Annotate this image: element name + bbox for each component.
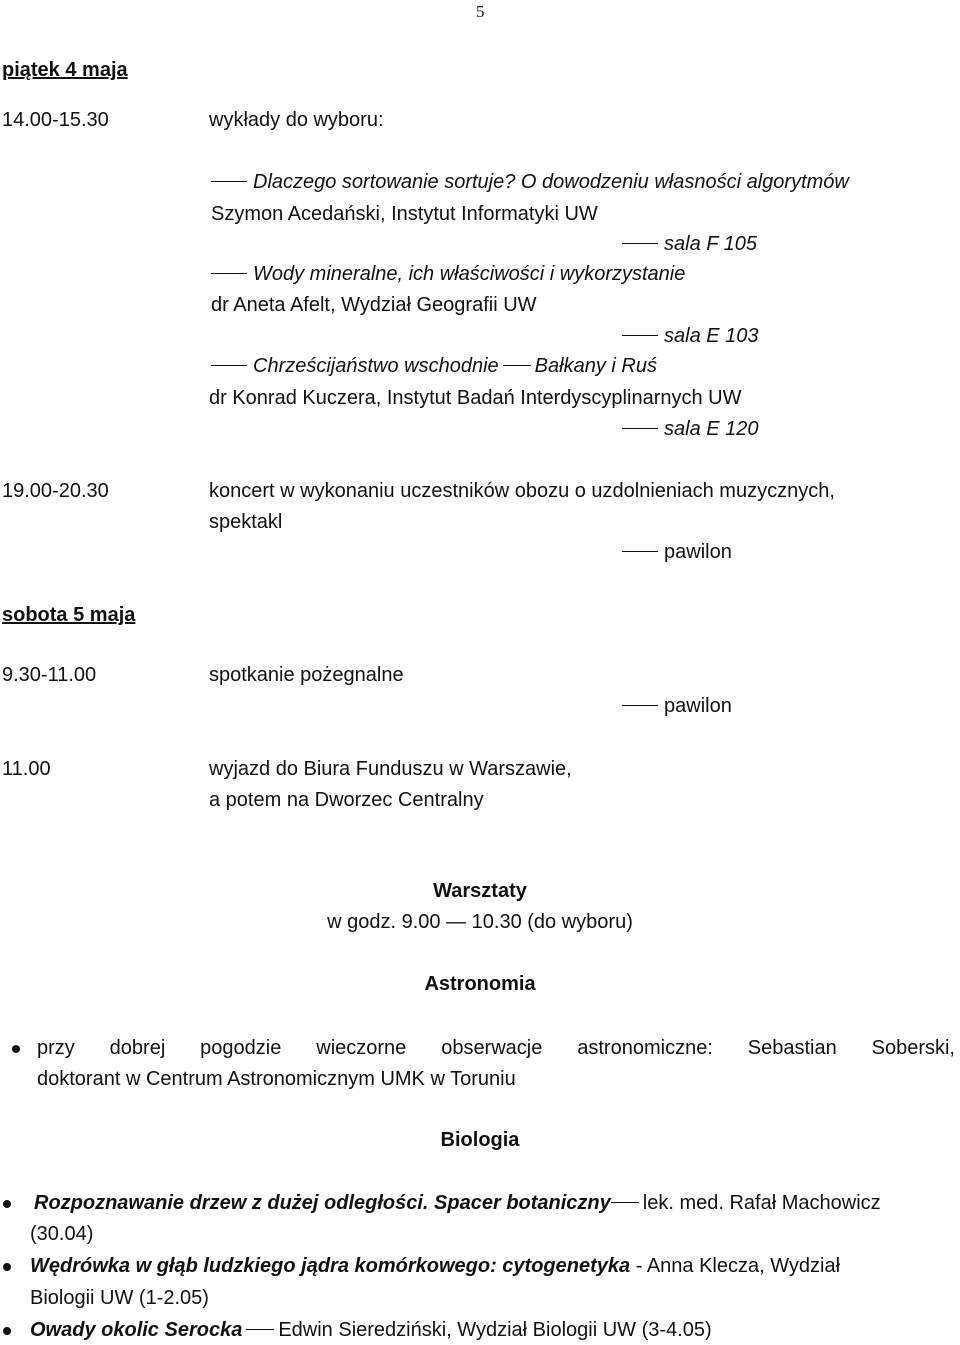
em-dash [622, 705, 658, 706]
biology-item-1-line-2: (30.04) [30, 1223, 94, 1245]
em-dash [246, 1329, 274, 1330]
lecture-1-speaker: Szymon Acedański, Instytut Informatyki UW [211, 203, 598, 225]
lecture-2-speaker: dr Aneta Afelt, Wydział Geografii UW [211, 294, 537, 316]
em-dash [622, 243, 658, 244]
concert-time: 19.00-20.30 [2, 480, 109, 502]
astronomy-item-line-1: przy dobrej pogodzie wieczorne obserwacje astronomiczne: Sebastian Soberski, [37, 1037, 955, 1059]
day-heading-friday: piątek 4 maja [2, 59, 128, 81]
day-heading-saturday: sobota 5 maja [2, 604, 136, 626]
em-dash [622, 335, 658, 336]
concert-line-1: koncert w wykonaniu uczestników obozu o uzdolnieniach muzycznych, [209, 480, 835, 502]
lecture-3-title: Chrześcijaństwo wschodnie Bałkany i Ruś [211, 354, 657, 378]
em-dash [611, 1202, 639, 1203]
biology-item-1: Rozpoznawanie drzew z dużej odległości. Spacer botaniczny lek. med. Rafał Machowicz [34, 1192, 881, 1214]
biology-item-2-line-2: Biologii UW (1-2.05) [30, 1287, 209, 1309]
lecture-3-room: sala E 120 [622, 417, 759, 441]
em-dash [211, 273, 247, 274]
workshops-hours: w godz. 9.00 — 10.30 (do wyboru) [327, 911, 633, 933]
bullet [3, 1263, 11, 1271]
meeting-place: pawilon [622, 694, 732, 718]
biology-item-3: Owady okolic Serocka Edwin Sieredziński, Wydział Biologii UW (3-4.05) [30, 1319, 712, 1341]
em-dash [622, 428, 658, 429]
concert-place: pawilon [622, 540, 732, 564]
biology-heading: Biologia [440, 1129, 520, 1151]
lecture-1-title: Dlaczego sortowanie sortuje? O dowodzeniu własności algorytmów [211, 170, 849, 194]
meeting-title: spotkanie pożegnalne [209, 664, 404, 686]
em-dash [503, 365, 531, 366]
em-dash [622, 551, 658, 552]
astronomy-item-line-2: doktorant w Centrum Astronomicznym UMK w Toruniu [37, 1068, 516, 1090]
workshops-heading: Warsztaty [433, 880, 527, 902]
lecture-2-title: Wody mineralne, ich właściwości i wykorzystanie [211, 262, 685, 286]
page-number: 5 [476, 2, 485, 21]
astronomy-heading: Astronomia [424, 973, 536, 995]
departure-line-1: wyjazd do Biura Funduszu w Warszawie, [209, 758, 572, 780]
lectures-title: wykłady do wyboru: [209, 109, 384, 131]
departure-line-2: a potem na Dworzec Centralny [209, 789, 484, 811]
meeting-time: 9.30-11.00 [2, 664, 97, 686]
lectures-time: 14.00-15.30 [2, 109, 109, 131]
bullet [3, 1200, 11, 1208]
em-dash [211, 365, 247, 366]
em-dash [211, 181, 247, 182]
concert-line-2: spektakl [209, 511, 283, 533]
biology-item-2: Wędrówka w głąb ludzkiego jądra komórkowego: cytogenetyka - Anna Klecza, Wydział [30, 1255, 841, 1277]
lecture-1-room: sala F 105 [622, 232, 757, 256]
lecture-3-speaker: dr Konrad Kuczera, Instytut Badań Interdyscyplinarnych UW [209, 387, 742, 409]
departure-time: 11.00 [2, 758, 51, 780]
bullet [3, 1327, 11, 1335]
bullet [12, 1045, 20, 1053]
lecture-2-room: sala E 103 [622, 324, 759, 348]
